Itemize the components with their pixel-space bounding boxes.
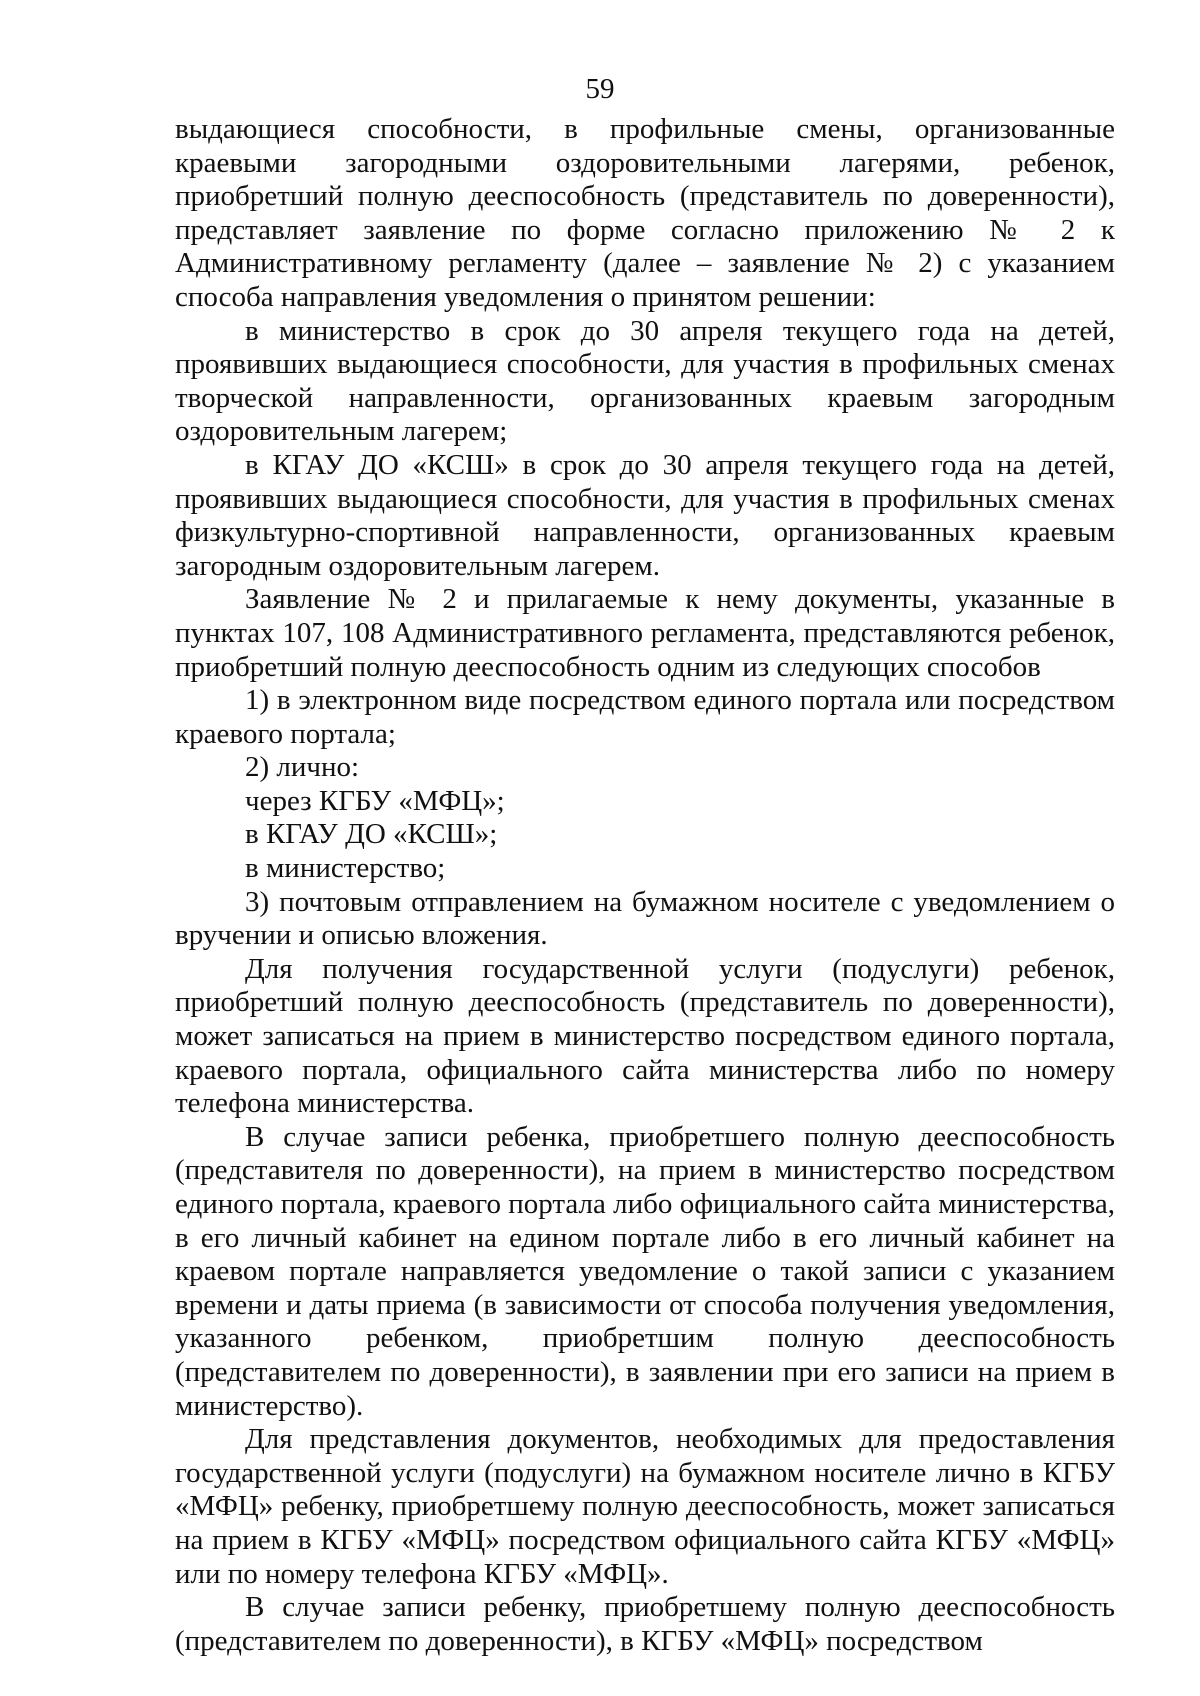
list-item-electronic: 1) в электронном виде посредством единого портала или посредством краевого портала; <box>175 684 1115 750</box>
page-number: 59 <box>585 73 615 105</box>
paragraph-ministry-deadline: в министерство в срок до 30 апреля текущего года на детей, проявивших выдающиеся способности, для участия в профильных сменах творческой направленности, организованных краевым загородным оздоровительным лагерем; <box>175 314 1115 448</box>
list-item-ministry: в министерство; <box>245 852 446 885</box>
paragraph-intro: выдающиеся способности, в профильные смены, организованные краевыми загородными оздоровительными лагерями, ребенок, приобретший полную дееспособность (представитель по доверенности), представляет заявление по форме согласно приложению № 2 к Административному регламенту (далее – заявление № 2) с указанием способа направления уведомления о принятом решении: <box>175 113 1115 313</box>
paragraph-ksh-deadline: в КГАУ ДО «КСШ» в срок до 30 апреля текущего года на детей, проявивших выдающиеся способности, для участия в профильных сменах физкультурно-спортивной направленности, организованных краевым загородным оздоровительным лагерем. <box>175 448 1115 582</box>
paragraph-appointment-notification: В случае записи ребенка, приобретшего полную дееспособность (представителя по доверенности), на прием в министерство посредством единого портала, краевого портала либо официального сайта министерства, в его личный кабинет на едином портале либо в его личный кабинет на краевом портале направляется уведомление о такой записи с указанием времени и даты приема (в зависимости от способа получения уведомления, указанного ребенком, приобретшим полную дееспособность (представителем по доверенности), в заявлении при его записи на прием в министерство). <box>175 1120 1115 1422</box>
paragraph-submission-methods: Заявление № 2 и прилагаемые к нему документы, указанные в пунктах 107, 108 Административного регламента, представляются ребенок, приобретший полную дееспособность одним из следующих способов <box>175 583 1115 683</box>
document-body <box>175 113 1115 1658</box>
paragraph-appointment-mfc: Для представления документов, необходимых для предоставления государственной услуги (подуслуги) на бумажном носителе лично в КГБУ «МФЦ» ребенку, приобретшему полную дееспособность, может записаться на прием в КГБУ «МФЦ» посредством официального сайта КГБУ «МФЦ» или по номеру телефона КГБУ «МФЦ». <box>175 1423 1115 1590</box>
list-item-in-person: 2) лично: <box>245 751 360 784</box>
list-item-postal: 3) почтовым отправлением на бумажном носителе с уведомлением о вручении и описью вложения. <box>175 885 1115 952</box>
paragraph-appointment-ministry: Для получения государственной услуги (подуслуги) ребенок, приобретший полную дееспособность (представитель по доверенности), может записаться на прием в министерство посредством единого портала, краевого портала, официального сайта министерства либо по номеру телефона министерства. <box>175 952 1115 1120</box>
list-item-ksh: в КГАУ ДО «КСШ»; <box>245 818 498 851</box>
list-item-mfc: через КГБУ «МФЦ»; <box>245 784 505 817</box>
paragraph-mfc-record: В случае записи ребенку, приобретшему полную дееспособность (представителем по доверенности), в КГБУ «МФЦ» посредством <box>175 1591 1115 1657</box>
